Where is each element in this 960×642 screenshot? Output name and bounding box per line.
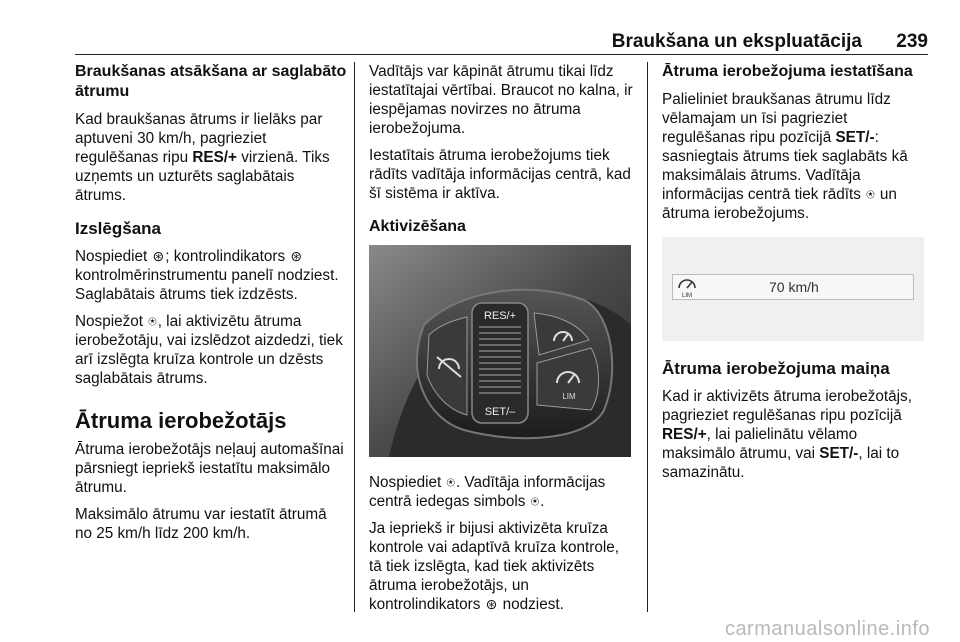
paragraph-col2-3: Nospiediet ⍟. Vadītāja informācijas centrā iedegas simbols ⍟. <box>369 474 606 510</box>
paragraph-off-2: Nospiežot ⍟, lai aktivizētu ātruma ierobežotāju, vai izslēdzot aizdedzi, tiek arī izslēgta kruīza kontrole un dzēsts saglabātais ātrums. <box>75 313 343 387</box>
paragraph-set-limit: Palieliniet braukšanas ātrumu līdz vēlamajam un īsi pagrieziet regulēšanas ripu pozīcijā SET/-: sasniegtais ātrums tiek saglabāts kā maksimālais ātrums. Vadītāja informācijas centrā tiek rādīts ⍟ un ātruma ierobežojums. <box>662 91 908 222</box>
lim-button-label: LIM <box>562 392 576 401</box>
paragraph-off-1: Nospiediet ⊛; kontrolindikators ⊛ kontrolmērinstrumentu panelī nodziest. Saglabātais ātrums tiek izdzēsts. <box>75 248 339 303</box>
display-content <box>673 275 913 299</box>
heading-change-limit: Ātruma ierobežojuma maiņa <box>662 359 890 378</box>
speed-limiter-icon: ⍟ <box>530 493 540 509</box>
heading-off: Izslēgšana <box>75 219 161 238</box>
heading-speed-limiter: Ātruma ierobežotājs <box>75 408 287 433</box>
steering-wheel-controls-illustration <box>369 245 631 457</box>
column-divider-2 <box>647 62 648 612</box>
column-divider-1 <box>354 62 355 612</box>
header-rule <box>75 54 928 55</box>
display-speed: 70 km/h <box>769 279 819 295</box>
footer <box>0 612 960 642</box>
set-button-label: SET/– <box>484 406 516 418</box>
res-button-label: RES/+ <box>483 310 517 322</box>
paragraph-col2-2: Iestatītais ātruma ierobežojums tiek rādīts vadītāja informācijas centrā, kad šī sistēma ir aktīva. <box>369 147 631 202</box>
paragraph-change-limit: Kad ir aktivizēts ātruma ierobežotājs, pagrieziet regulēšanas ripu pozīcijā RES/+, lai palielinātu vēlamo maksimālo ātrumu, vai SET/-, lai to samazinātu. <box>662 388 912 481</box>
res-label: RES/+ <box>662 426 707 443</box>
heading-set-limit: Ātruma ierobežojuma iestatīšana <box>662 63 913 80</box>
display-readout <box>672 274 914 300</box>
cruise-control-icon: ⊛ <box>290 248 303 264</box>
speed-limiter-icon: ⍟ <box>866 186 875 202</box>
column-3 <box>662 62 930 490</box>
paragraph-col2-4: Ja iepriekš ir bijusi aktivizēta kruīza kontrole vai adaptīvā kruīza kontrole, tā tiek izslēgta, kad tiek aktivizēts ātruma ierobežotājs, un kontrolindikators ⊛ nodziest. <box>369 520 619 613</box>
column-1 <box>75 62 347 551</box>
speed-limiter-icon: ⍟ <box>148 313 157 329</box>
set-label: SET/- <box>835 129 875 146</box>
paragraph-col2-1: Vadītājs var kāpināt ātrumu tikai līdz iestatītajai vērtībai. Braucot no kalna, ir iespējamas novirzes no ātruma ierobežojuma. <box>369 63 633 137</box>
info-center-display <box>662 237 924 341</box>
column-2 <box>369 62 635 622</box>
speed-limiter-icon: ⍟ <box>446 474 455 490</box>
speed-limiter-icon <box>679 280 695 288</box>
cruise-control-icon: ⊛ <box>152 248 165 264</box>
page-number: 239 <box>896 31 928 52</box>
watermark: carmanualsonline.info <box>724 618 930 640</box>
paragraph-resume: Kad braukšanas ātrums ir lielāks par aptuveni 30 km/h, pagrieziet regulēšanas ripu RES/+ virzienā. Tiks uzņemts un uzturēts saglabātais ātrums. <box>75 111 330 204</box>
heading-resume: Braukšanas atsākšana ar saglabāto ātrumu <box>75 63 347 100</box>
heading-activate: Aktivizēšana <box>369 218 466 235</box>
header-title: Braukšana un ekspluatācija <box>611 31 862 52</box>
res-label: RES/+ <box>192 149 237 166</box>
paragraph-limiter-1: Ātruma ierobežotājs neļauj automašīnai pārsniegt iepriekš iestatītu maksimālo ātrumu. <box>75 441 344 496</box>
steering-wheel-controls-photo <box>369 245 631 457</box>
display-lim-label: LIM <box>681 293 693 299</box>
cruise-control-icon: ⊛ <box>485 596 498 612</box>
set-label: SET/- <box>819 445 859 462</box>
paragraph-limiter-2: Maksimālo ātrumu var iestatīt ātrumā no 25 km/h līdz 200 km/h. <box>75 506 327 542</box>
